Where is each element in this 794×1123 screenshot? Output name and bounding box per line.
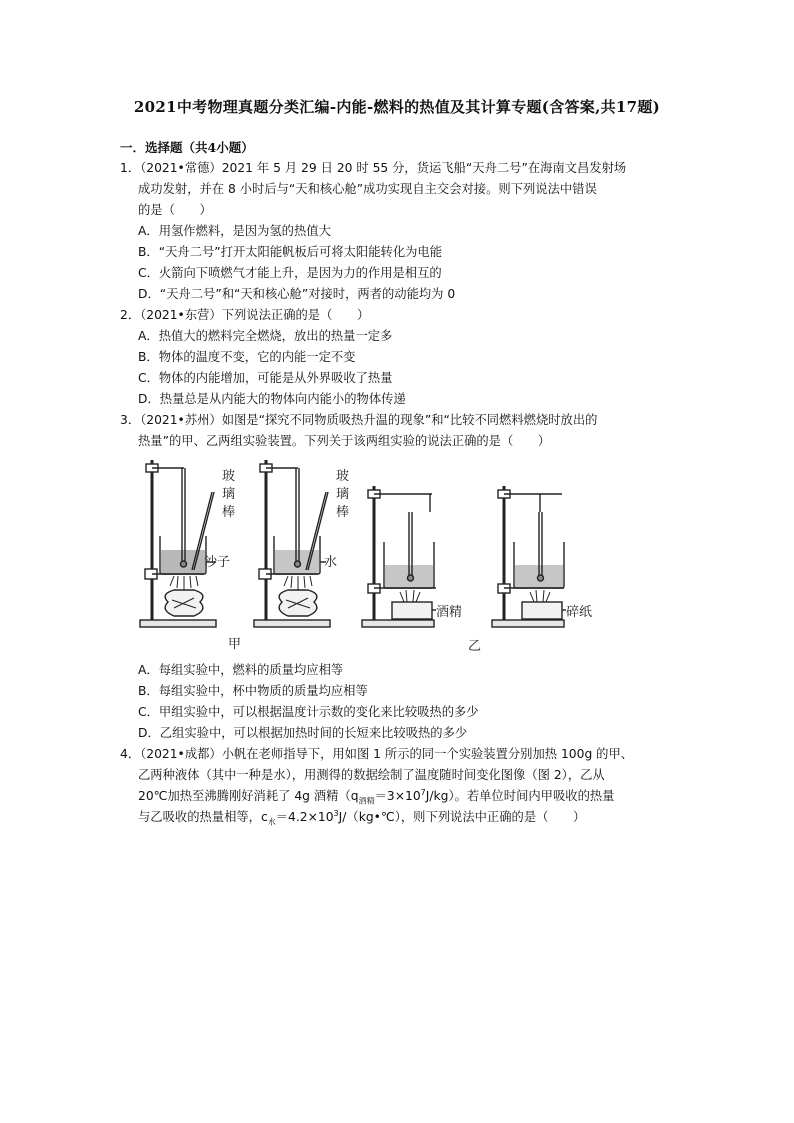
question-1-option-b: B．“天舟二号”打开太阳能帆板后可将太阳能转化为电能: [138, 245, 443, 259]
setup-jia-sand: [140, 460, 216, 627]
question-3-option-b: B．每组实验中，杯中物质的质量均应相等: [138, 684, 368, 698]
question-4-line-2: 乙两种液体（其中一种是水），用测得的数据绘制了温度随时间变化图像（图 2），乙从: [138, 768, 605, 782]
label-water: 水: [324, 555, 338, 570]
setup-yi-paper: [492, 486, 566, 627]
label-glass-rod-1c: 棒: [222, 505, 236, 520]
question-1-option-a: A．用氢作燃料，是因为氢的热值大: [138, 224, 331, 238]
document-title: 2021中考物理真题分类汇编-内能-燃料的热值及其计算专题(含答案,共17题): [133, 98, 661, 116]
label-paper: 碎纸: [566, 605, 593, 620]
question-1-line-1: 1．（2021•常德）2021 年 5 月 29 日 20 时 55 分，货运飞船“天舟二号”在海南文昌发射场: [120, 161, 627, 175]
label-glass-rod-1b: 璃: [222, 487, 236, 502]
question-2-option-a: A．热值大的燃料完全燃烧，放出的热量一定多: [138, 329, 393, 343]
label-alcohol: 酒精: [436, 605, 463, 620]
question-2-option-d: D．热量总是从内能大的物体向内能小的物体传递: [138, 392, 406, 406]
label-glass-rod-1a: 玻: [222, 469, 236, 484]
question-4-line-4: 与乙吸收的热量相等，$c_水=4.2\times 10^3J/(kg•℃)$，则下列说法中正确的是（ ）: [138, 808, 586, 827]
setup-jia-water: [254, 460, 330, 627]
experiment-diagram: [130, 452, 610, 660]
question-1-option-d: D．“天舟二号”和“天和核心舱”对接时，两者的动能均为 0: [138, 287, 456, 301]
question-1-option-c: C．火箭向下喷燃气才能上升，是因为力的作用是相互的: [138, 266, 442, 280]
question-4-line-1: 4．（2021•成都）小帆在老师指导下，用如图 1 所示的同一个实验装置分别加热 100g 的甲、: [120, 747, 634, 761]
label-glass-rod-2a: 玻: [336, 469, 350, 484]
setup-yi-alcohol: [362, 486, 436, 627]
label-group-jia: 甲: [228, 637, 242, 652]
section-heading: 一．选择题（共4小题）: [120, 140, 254, 155]
question-1-line-2: 成功发射，并在 8 小时后与“天和核心舱”成功实现自主交会对接。则下列说法中错误: [138, 182, 597, 196]
label-sand: 沙子: [204, 555, 231, 570]
label-glass-rod-2b: 璃: [336, 487, 350, 502]
question-4-line-3: 20℃加热至沸腾刚好消耗了 4g 酒精$(q_{酒精}=3\times 10^7J/kg)$。若单位时间内甲吸收的热量: [138, 787, 615, 806]
label-group-yi: 乙: [468, 639, 482, 654]
question-2-option-b: B．物体的温度不变，它的内能一定不变: [138, 350, 356, 364]
question-3-line-1: 3．（2021•苏州）如图是“探究不同物质吸热升温的现象”和“比较不同燃料燃烧时放出的: [120, 413, 598, 427]
question-3-option-a: A．每组实验中，燃料的质量均应相等: [138, 663, 344, 677]
question-3-option-c: C．甲组实验中，可以根据温度计示数的变化来比较吸热的多少: [138, 705, 479, 719]
label-glass-rod-2c: 棒: [336, 505, 350, 520]
question-3-line-2: 热量”的甲、乙两组实验装置。下列关于该两组实验的说法正确的是（ ）: [138, 434, 551, 448]
question-2-option-c: C．物体的内能增加，可能是从外界吸收了热量: [138, 371, 393, 385]
question-2-line-1: 2．（2021•东营）下列说法正确的是（ ）: [120, 308, 370, 322]
question-3-option-d: D．乙组实验中，可以根据加热时间的长短来比较吸热的多少: [138, 726, 468, 740]
question-1-line-3: 的是（ ）: [138, 203, 212, 217]
